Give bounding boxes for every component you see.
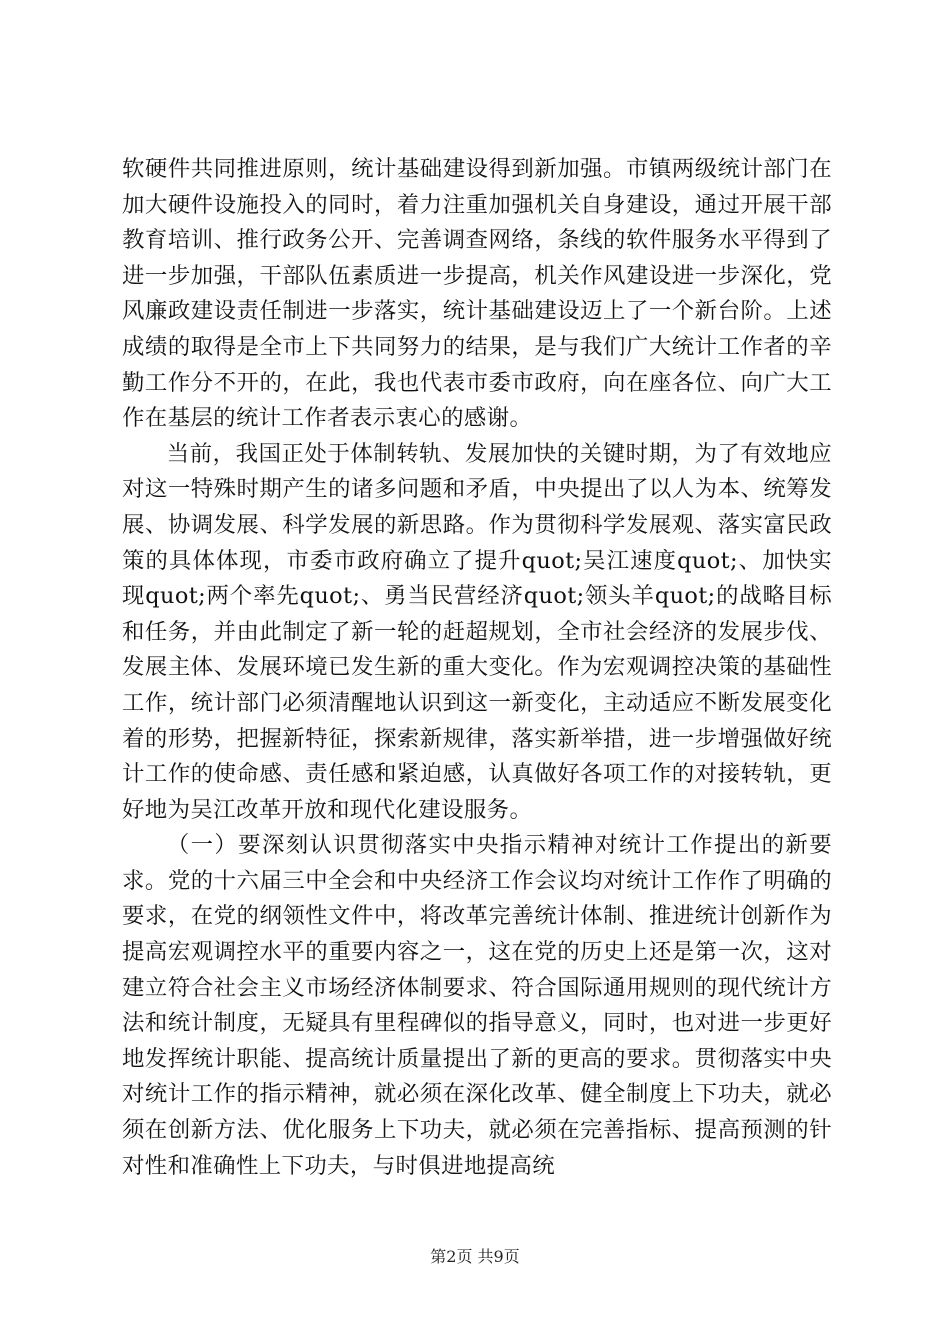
paragraph-2: 当前，我国正处于体制转轨、发展加快的关键时期，为了有效地应对这一特殊时期产生的诸多问题和矛盾，中央提出了以人为本、统筹发展、协调发展、科学发展的新思路。作为贯彻科学发展观、落实富民政策的具体体现，市委市政府确立了提升quot;吴江速度quot;、加快实现quot;两个率先quot;、勇当民营经济quot;领头羊quot;的战略目标和任务，并由此制定了新一轮的赶超规划，全市社会经济的发展步伐、发展主体、发展环境已发生新的重大变化。作为宏观调控决策的基础性工作，统计部门必须清醒地认识到这一新变化，主动适应不断发展变化着的形势，把握新特征，探索新规律，落实新举措，进一步增强做好统计工作的使命感、责任感和紧迫感，认真做好各项工作的对接转轨，更好地为吴江改革开放和现代化建设服务。 (122, 440, 832, 823)
paragraph-3: （一）要深刻认识贯彻落实中央指示精神对统计工作提出的新要求。党的十六届三中全会和中央经济工作会议均对统计工作作了明确的要求，在党的纲领性文件中，将改革完善统计体制、推进统计创新作为提高宏观调控水平的重要内容之一，这在党的历史上还是第一次，这对建立符合社会主义市场经济体制要求、符合国际通用规则的现代统计方法和统计制度，无疑具有里程碑似的指导意义，同时，也对进一步更好地发挥统计职能、提高统计质量提出了新的更高的要求。贯彻落实中央对统计工作的指示精神，就必须在深化改革、健全制度上下功夫，就必须在创新方法、优化服务上下功夫，就必须在完善指标、提高预测的针对性和准确性上下功夫，与时俱进地提高统 (122, 832, 832, 1179)
page-footer: 第2页 共9页 (430, 1247, 520, 1266)
document-body (122, 152, 832, 1184)
paragraph-1: 软硬件共同推进原则，统计基础建设得到新加强。市镇两级统计部门在加大硬件设施投入的同时，着力注重加强机关自身建设，通过开展干部教育培训、推行政务公开、完善调查网络，条线的软件服务水平得到了进一步加强，干部队伍素质进一步提高，机关作风建设进一步深化，党风廉政建设责任制进一步落实，统计基础建设迈上了一个新台阶。上述成绩的取得是全市上下共同努力的结果，是与我们广大统计工作者的辛勤工作分不开的，在此，我也代表市委市政府，向在座各位、向广大工作在基层的统计工作者表示衷心的感谢。 (122, 156, 832, 432)
